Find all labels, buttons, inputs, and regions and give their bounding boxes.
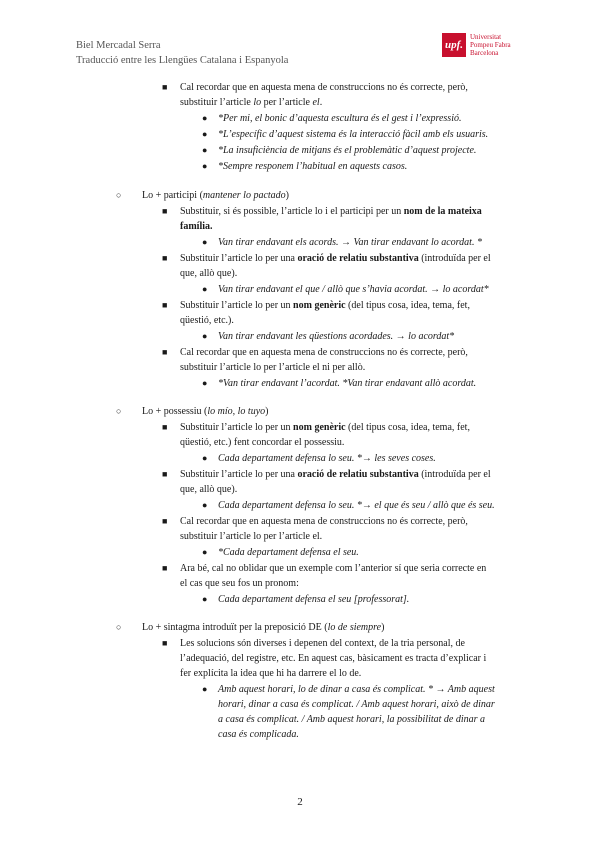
dot-bullet: ● [202, 129, 208, 139]
dot-bullet: ● [202, 500, 208, 510]
dot-bullet: ● [202, 378, 208, 388]
square-bullet: ■ [162, 347, 168, 357]
square-bullet: ■ [162, 253, 168, 263]
square-bullet: ■ [162, 516, 168, 526]
dot-bullet: ● [202, 453, 208, 463]
square-bullet: ■ [162, 300, 168, 310]
course-title: Traducció entre les Llengües Catalana i Espanyola [76, 55, 289, 66]
circle-bullet: ○ [116, 406, 122, 416]
square-bullet: ■ [162, 422, 168, 432]
square-bullet: ■ [162, 469, 168, 479]
dot-bullet: ● [202, 331, 208, 341]
university-logo [442, 33, 511, 57]
square-bullet: ■ [162, 638, 168, 648]
dot-bullet: ● [202, 684, 208, 694]
dot-bullet: ● [202, 594, 208, 604]
page-header [76, 38, 288, 68]
logo-text: Universitat Pompeu Fabra Barcelona [470, 33, 511, 57]
dot-bullet: ● [202, 547, 208, 557]
dot-bullet: ● [202, 284, 208, 294]
page-number: 2 [297, 796, 303, 808]
author-name: Biel Mercadal Serra [76, 40, 161, 51]
circle-bullet: ○ [116, 622, 122, 632]
circle-bullet: ○ [116, 190, 122, 200]
square-bullet: ■ [162, 206, 168, 216]
dot-bullet: ● [202, 237, 208, 247]
dot-bullet: ● [202, 161, 208, 171]
dot-bullet: ● [202, 113, 208, 123]
square-bullet: ■ [162, 82, 168, 92]
dot-bullet: ● [202, 145, 208, 155]
upf-logo-mark: upf. [442, 33, 466, 57]
square-bullet: ■ [162, 563, 168, 573]
